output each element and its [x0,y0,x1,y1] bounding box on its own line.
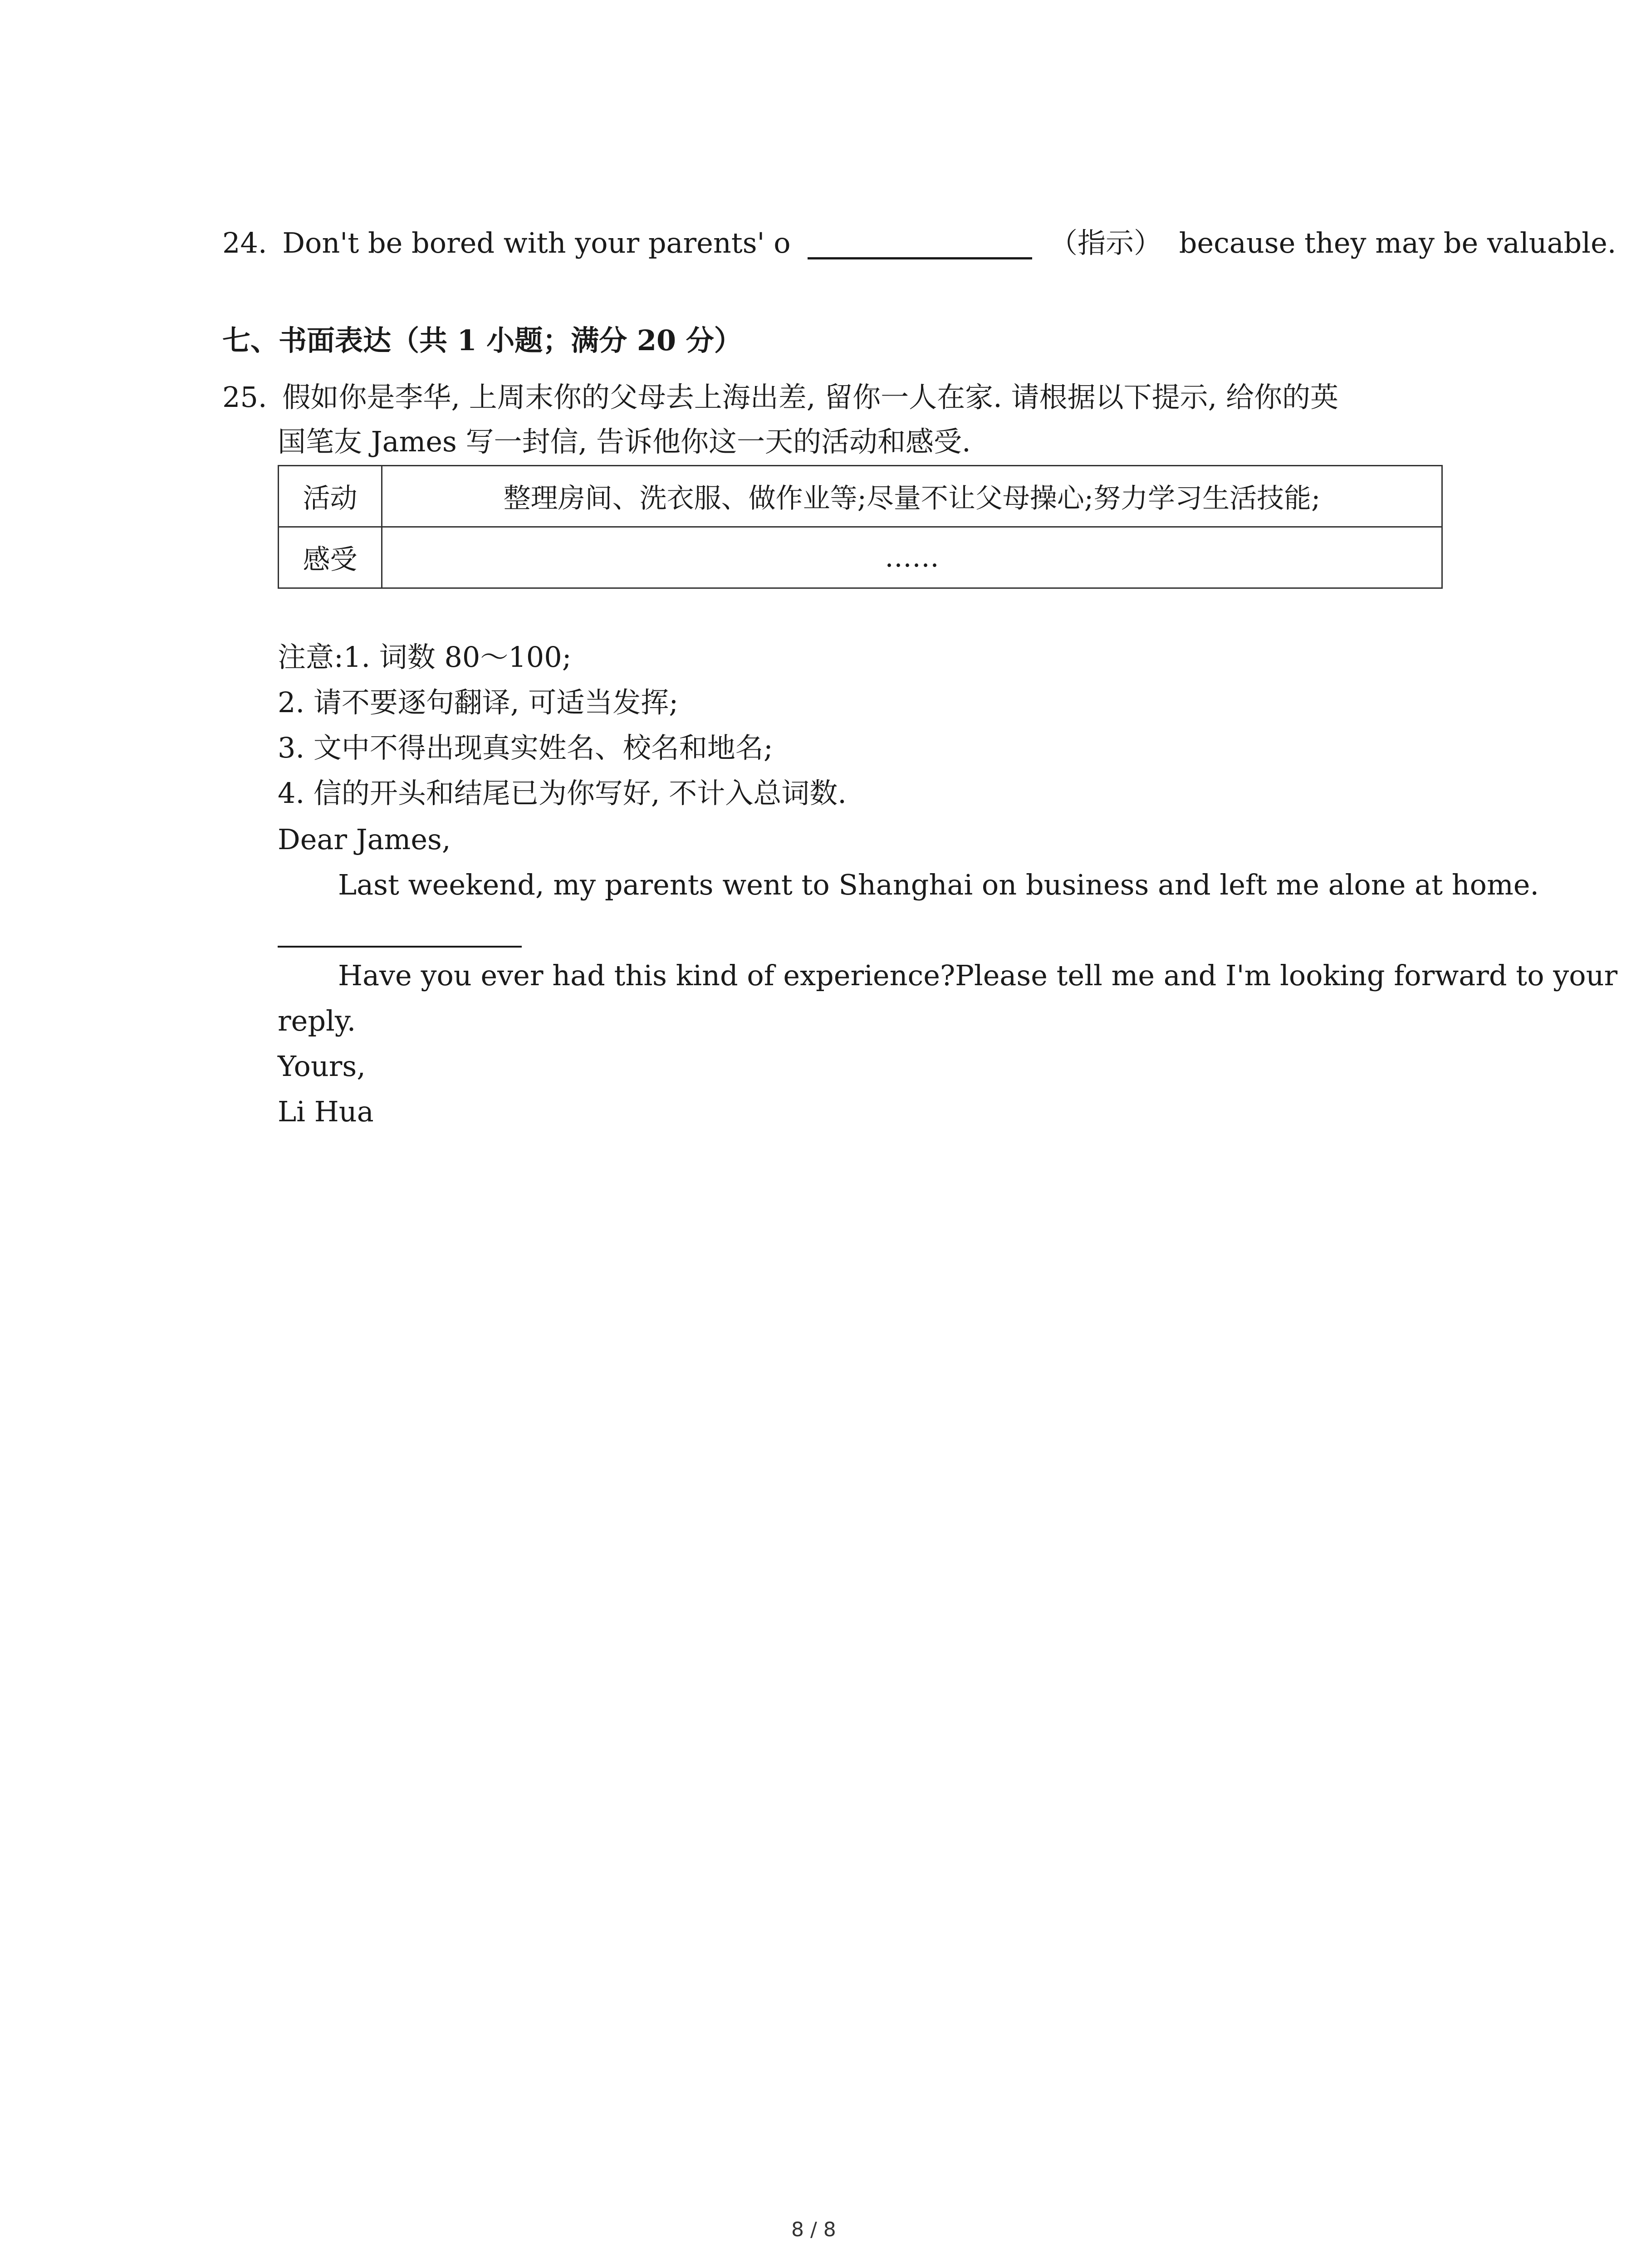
question-number: 25. [222,381,267,414]
letter-closing-line1: Have you ever had this kind of experience?Please tell me and I'm looking forward to your [338,959,1618,992]
section-title: 七、书面表达（共 1 小题；满分 20 分） [222,324,742,357]
prompt-text: 假如你是李华, 上周末你的父母去上海出差, 留你一人在家. 请根据以下提示, 给你的英 [282,381,1338,414]
table-row [279,527,1442,588]
note-item: 4. 信的开头和结尾已为你写好, 不计入总词数. [278,777,847,810]
note-item: 3. 文中不得出现真实姓名、校名和地名; [278,731,773,764]
table-content-cell: 整理房间、洗衣服、做作业等;尽量不让父母操心;努力学习生活技能; [382,466,1442,527]
table-row [279,466,1442,527]
letter-signoff: Yours, [278,1050,366,1083]
letter-closing-line2: reply. [278,1004,356,1037]
note-item: 注意:1. 词数 80～100; [278,640,572,674]
table-content-cell: …… [382,527,1442,588]
letter-opening: Last weekend, my parents went to Shanghai on business and left me alone at home. [338,868,1539,901]
page-number: 8 / 8 [791,2218,836,2241]
question-25-line1 [222,381,1338,414]
question-text-before: Don't be bored with your parents' o [282,226,791,259]
question-number: 24. [222,226,267,259]
word-hint: （指示） [1049,226,1162,259]
table-label-cell: 感受 [279,527,382,588]
question-24 [222,226,1617,259]
table-label-cell: 活动 [279,466,382,527]
note-item: 2. 请不要逐句翻译, 可适当发挥; [278,686,679,719]
writing-answer-line[interactable] [278,946,522,948]
question-text-after: because they may be valuable. [1179,226,1617,259]
question-25-line2: 国笔友 James 写一封信, 告诉他你这一天的活动和感受. [278,425,971,458]
hint-table [278,465,1443,589]
letter-signature: Li Hua [278,1095,374,1128]
answer-blank[interactable] [808,229,1032,259]
letter-salutation: Dear James, [278,823,451,856]
